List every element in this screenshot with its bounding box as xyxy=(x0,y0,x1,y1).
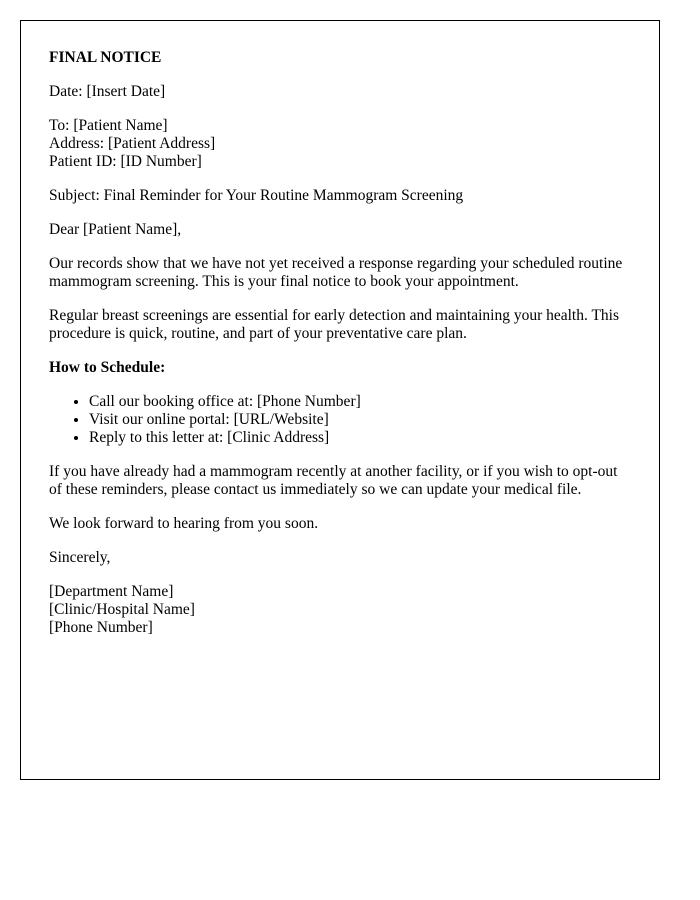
schedule-heading: How to Schedule: xyxy=(49,359,166,376)
signature-phone: [Phone Number] xyxy=(49,619,153,636)
recipient-address: Address: [Patient Address] xyxy=(49,135,216,152)
recipient-patient-id: Patient ID: [ID Number] xyxy=(49,153,202,170)
schedule-list xyxy=(49,393,631,447)
body-paragraph-screenings: Regular breast screenings are essential for early detection and maintaining your health. This procedure is quick, routine, and part of your preventative care plan. xyxy=(49,307,620,342)
salutation: Dear [Patient Name], xyxy=(49,221,182,238)
closing: Sincerely, xyxy=(49,549,111,566)
recipient-block xyxy=(49,117,631,171)
subject-line: Subject: Final Reminder for Your Routine Mammogram Screening xyxy=(49,187,464,204)
notice-title: FINAL NOTICE xyxy=(49,49,162,66)
signature-department: [Department Name] xyxy=(49,583,174,600)
body-paragraph-opt-out: If you have already had a mammogram recently at another facility, or if you wish to opt-out of these reminders, please contact us immediately so we can update your medical file. xyxy=(49,463,618,498)
body-paragraph-closing: We look forward to hearing from you soon. xyxy=(49,515,319,532)
date-line: Date: [Insert Date] xyxy=(49,83,166,100)
recipient-name: To: [Patient Name] xyxy=(49,117,168,134)
signature-block xyxy=(49,583,631,637)
signature-clinic: [Clinic/Hospital Name] xyxy=(49,601,195,618)
schedule-item-reply: • Reply to this letter at: [Clinic Address] xyxy=(89,429,631,447)
schedule-item-phone: • Call our booking office at: [Phone Number] xyxy=(89,393,631,411)
letter-document xyxy=(20,20,660,780)
body-paragraph-records: Our records show that we have not yet received a response regarding your scheduled routine mammogram screening. This is your final notice to book your appointment. xyxy=(49,255,623,290)
schedule-item-portal: • Visit our online portal: [URL/Website] xyxy=(89,411,631,429)
